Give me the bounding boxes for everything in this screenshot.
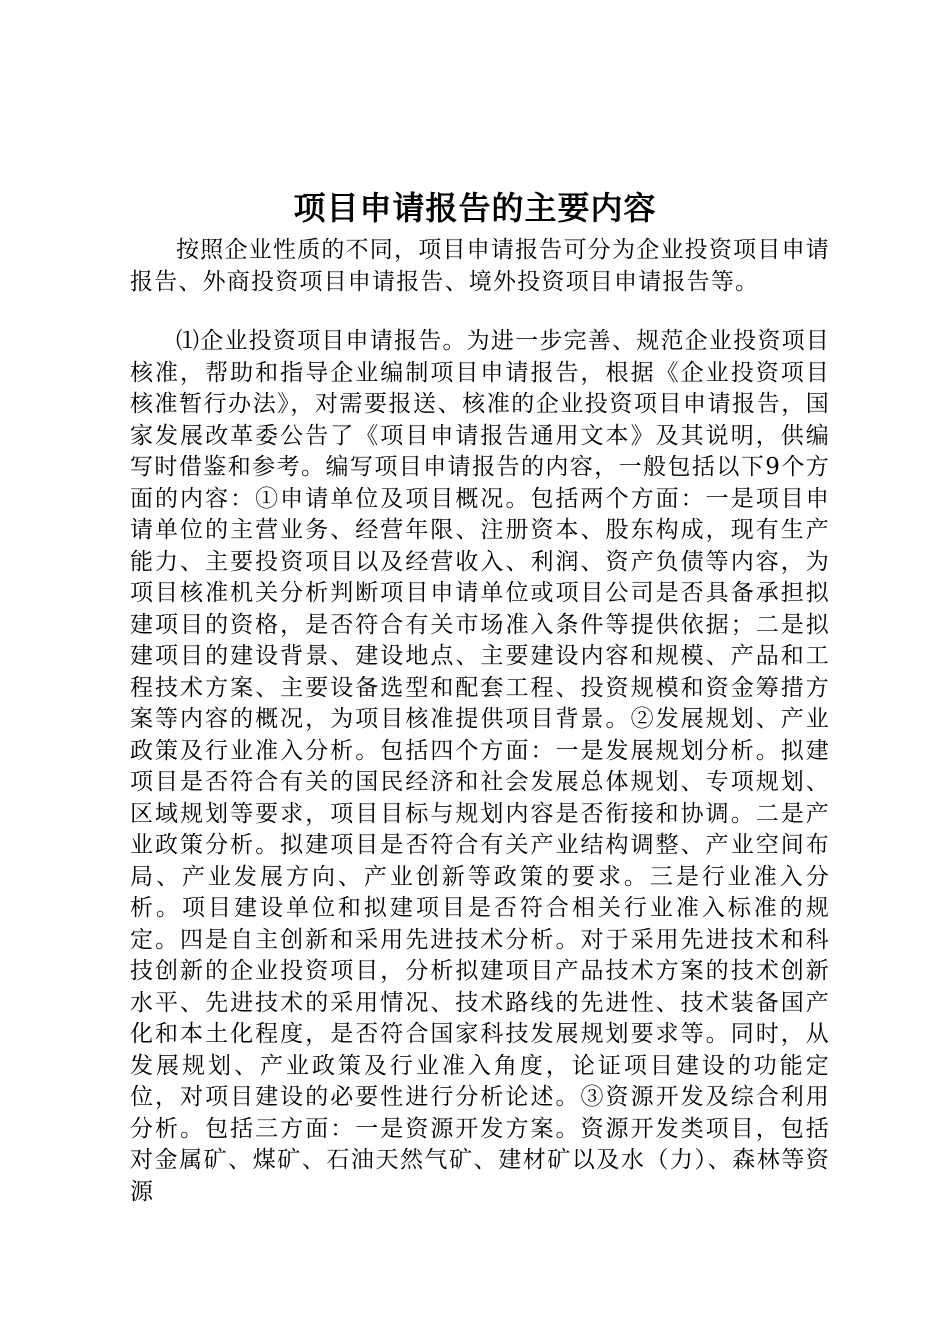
intro-paragraph: 按照企业性质的不同，项目申请报告可分为企业投资项目申请报告、外商投资项目申请报告、境外投资项目申请报告等。	[130, 237, 830, 295]
section-1-paragraph: ⑴企业投资项目申请报告。为进一步完善、规范企业投资项目核准，帮助和指导企业编制项目申请报告，根据《企业投资项目核准暂行办法》，对需要报送、核准的企业投资项目申请报告，国家发展改革委公告了《项目申请报告通用文本》及其说明，供编写时借鉴和参考。编写项目申请报告的内容，一般包括以下9个方面的内容：①申请单位及项目概况。包括两个方面：一是项目申请单位的主营业务、经营年限、注册资本、股东构成，现有生产能力、主要投资项目以及经营收入、利润、资产负债等内容，为项目核准机关分析判断项目申请单位或项目公司是否具备承担拟建项目的资格，是否符合有关市场准入条件等提供依据；二是拟建项目的建设背景、建设地点、主要建设内容和规模、产品和工程技术方案、主要设备选型和配套工程、投资规模和资金筹措方案等内容的概况，为项目核准提供项目背景。②发展规划、产业政策及行业准入分析。包括四个方面：一是发展规划分析。拟建项目是否符合有关的国民经济和社会发展总体规划、专项规划、区域规划等要求，项目目标与规划内容是否衔接和协调。二是产业政策分析。拟建项目是否符合有关产业结构调整、产业空间布局、产业发展方向、产业创新等政策的要求。三是行业准入分析。项目建设单位和拟建项目是否符合相关行业准入标准的规定。四是自主创新和采用先进技术分析。对于采用先进技术和科技创新的企业投资项目，分析拟建项目产品技术方案的技术创新水平、先进技术的采用情况、技术路线的先进性、技术装备国产化和本土化程度，是否符合国家科技发展规划要求等。同时，从发展规划、产业政策及行业准入角度，论证项目建设的功能定位，对项目建设的必要性进行分析论述。③资源开发及综合利用分析。包括三方面：一是资源开发方案。资源开发类项目，包括对金属矿、煤矿、石油天然气矿、建材矿以及水（力）、森林等资源	[130, 328, 830, 1205]
document-title: 项目申请报告的主要内容	[293, 189, 657, 227]
